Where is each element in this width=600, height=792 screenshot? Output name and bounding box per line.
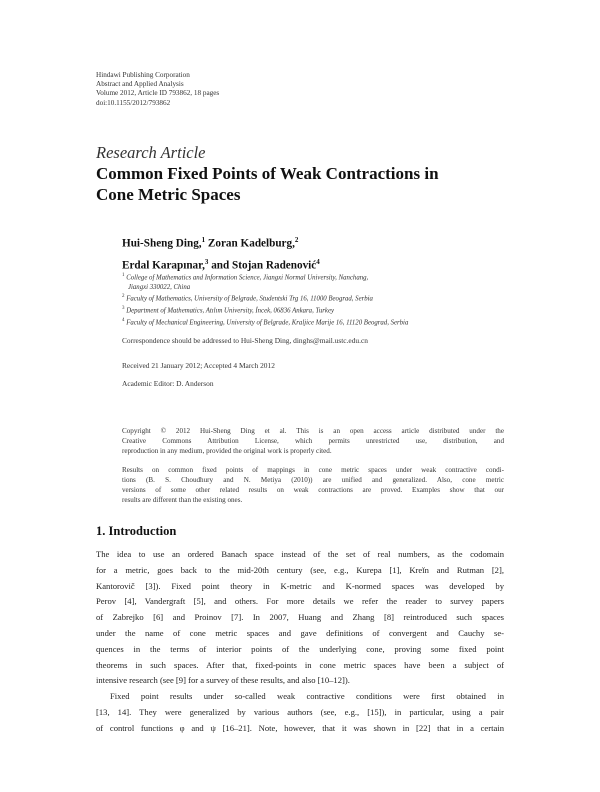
abstract-line: Results on common fixed points of mappings in cone metric spaces under weak contractive condi- — [122, 466, 504, 474]
body-line: intensive research (see [9] for a survey of these results, and also [10–12]). — [96, 675, 350, 686]
copyright-notice — [122, 426, 504, 456]
title-line: Common Fixed Points of Weak Contractions in — [96, 164, 439, 183]
author-affil-mark: 2 — [294, 236, 299, 244]
affil-text: Jiangxi 330022, China — [128, 283, 191, 291]
affil-number: 2 — [122, 294, 125, 300]
body-text — [96, 547, 504, 737]
body-line: quences in the terms of interior points of the underlying cone, proving some fixed point — [96, 643, 504, 654]
body-line: for a metric, goes back to the mid-20th century (see, e.g., Kurepa [1], Kreĭn and Rutman [2], — [96, 564, 504, 575]
article-type: Research Article — [96, 143, 206, 162]
title-line: Cone Metric Spaces — [96, 185, 241, 204]
affil-number: 3 — [122, 306, 125, 312]
abstract-line: versions of some other related results on weak contractions are proved. Examples show that our — [122, 486, 504, 494]
body-line: The idea to use an ordered Banach space instead of the set of real numbers, as the codomain — [96, 549, 504, 559]
author-list — [122, 231, 320, 274]
author-line — [122, 231, 320, 253]
author-affil-mark: 4 — [316, 257, 320, 266]
body-line: theorems in such spaces. After that, fixed-points in cone metric spaces have been a subject of — [96, 659, 504, 670]
body-line: Fixed point results under so-called weak contractive conditions were first obtained in — [110, 691, 504, 702]
journal-name: Abstract and Applied Analysis — [96, 80, 184, 89]
body-line: of control functions φ and ψ [16–21]. Note, however, that it was shown in [22] that in a certain — [96, 722, 504, 733]
academic-editor: Academic Editor: D. Anderson — [122, 379, 214, 388]
affil-text: College of Mathematics and Information Science, Jiangxi Normal University, Nanchang, — [126, 274, 369, 282]
affiliations — [122, 271, 522, 328]
abstract-line: results are different than the existing ones. — [122, 496, 243, 504]
body-line: Kantorovič [3]). Fixed point theory in K-metric and K-normed spaces was developed by — [96, 580, 504, 591]
affil-number: 4 — [122, 317, 125, 323]
affil-number: 1 — [122, 273, 125, 278]
author-name: Erdal Karapınar, — [122, 259, 205, 272]
body-line: under the name of cone metric spaces and gave definitions of convergent and Cauchy se- — [96, 627, 504, 638]
author-name: Zoran Kadelburg, — [205, 237, 295, 250]
body-line: Perov [4], Vandergraft [5], and others. For more details we refer the reader to survey papers — [96, 596, 504, 607]
copyright-line: Creative Commons Attribution License, which permits unrestricted use, distribution, and — [122, 437, 504, 445]
publisher: Hindawi Publishing Corporation — [96, 71, 190, 79]
affil-text: Faculty of Mathematics, University of Belgrade, Studentski Trg 16, 11000 Beograd, Serbia — [126, 295, 373, 303]
section-heading: 1. Introduction — [96, 524, 177, 538]
abstract — [122, 465, 504, 505]
received-dates: Received 21 January 2012; Accepted 4 March 2012 — [122, 361, 275, 370]
affil-text: Faculty of Mechanical Engineering, University of Belgrade, Kraljice Marije 16, 11120 Beograd, Serbia — [126, 319, 409, 327]
journal-header — [96, 71, 219, 108]
paper-title — [96, 163, 516, 205]
affiliation — [122, 292, 522, 304]
copyright-line: reproduction in any medium, provided the original work is properly cited. — [122, 447, 332, 455]
affiliation — [122, 304, 522, 316]
affiliation — [122, 316, 522, 328]
body-line: [13, 14]. They were generalized by various authors (see, e.g., [15]), in particular, using a pair — [96, 706, 504, 717]
author-name: and Stojan Radenović — [208, 259, 317, 272]
author-name: Hui-Sheng Ding, — [122, 237, 202, 250]
copyright-line: Copyright © 2012 Hui-Sheng Ding et al. This is an open access article distributed under the — [122, 427, 504, 435]
correspondence: Correspondence should be addressed to Hui-Sheng Ding, dinghs@mail.ustc.edu.cn — [122, 336, 368, 345]
affiliation — [122, 271, 522, 283]
author-affil-mark: 1 — [201, 236, 206, 244]
volume-info: Volume 2012, Article ID 793862, 18 pages — [96, 89, 220, 98]
body-line: of Zabrejko [6] and Proinov [7]. In 2007, Huang and Zhang [8] reintroduced such spaces — [96, 612, 504, 623]
affiliation-cont — [122, 283, 522, 293]
doi: doi:10.1155/2012/793862 — [96, 98, 171, 107]
author-affil-mark: 3 — [204, 257, 209, 266]
abstract-line: tions (B. S. Choudhury and N. Metiya (2010)) are unified and generalized. Also, cone metric — [122, 476, 504, 484]
affil-text: Department of Mathematics, Atılım University, İncek, 06836 Ankara, Turkey — [126, 307, 334, 315]
